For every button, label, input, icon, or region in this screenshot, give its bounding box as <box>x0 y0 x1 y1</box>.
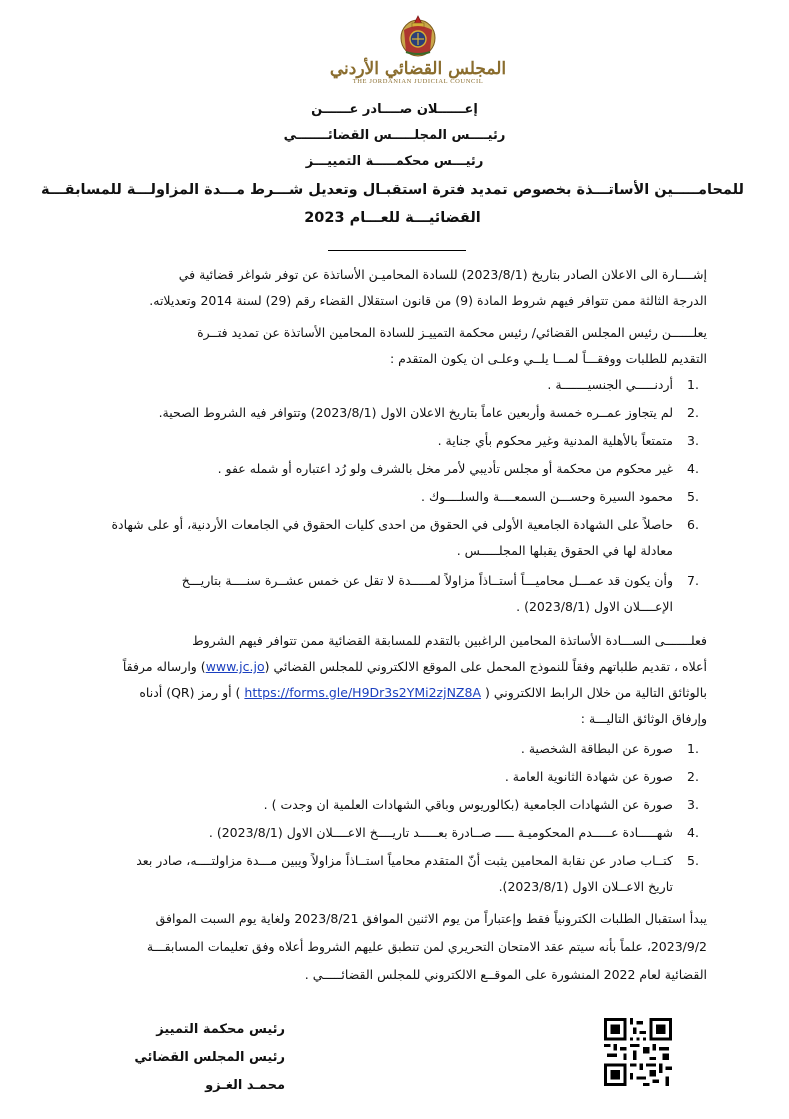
intro-line-3: يعلــــــن رئيس المجلس القضائي/ رئيس محكمة التمييـز للسادة المحامين الأساتذة عن تمديد فتــرة <box>197 325 707 340</box>
document-text: شهـــــادة عـــــدم المحكوميـة ـــــ صــادرة بعـــــد تاريــــخ الاعــــلان الاول (2023/8/1) . <box>208 825 673 840</box>
signature-title-2: رئيس المجلس القضائي <box>134 1050 285 1065</box>
condition-item <box>76 512 707 564</box>
document-text-continued: تاريخ الاعــلان الاول (2023/8/1). <box>498 879 673 894</box>
apply-line-2-tail: ) وارساله مرفقاً <box>122 659 206 674</box>
apply-line-4: وإرفاق الوثائق التاليـــة : <box>580 711 707 726</box>
document-item <box>76 820 707 846</box>
condition-number: 1. <box>687 377 699 392</box>
apply-line-3-tail: ) أو رمز (QR) أدناه <box>139 685 241 700</box>
logo-english-text: THE JORDANIAN JUDICIAL COUNCIL <box>352 78 484 85</box>
condition-number: 3. <box>687 433 699 448</box>
document-item <box>76 736 707 762</box>
condition-number: 6. <box>687 517 699 532</box>
document-number: 1. <box>687 741 699 756</box>
issuer-line-1: إعــــــلان صــــادر عــــــن <box>311 102 478 117</box>
issuer-line-2: رئيــــس المجلـــــس القضائـــــــي <box>283 128 506 143</box>
title-divider <box>328 250 466 251</box>
apply-line-3-text: بالوثائق التالية من خلال الرابط الالكتروني ( <box>485 685 707 700</box>
condition-item <box>76 428 707 454</box>
council-logo <box>304 12 532 98</box>
condition-text: حاصلاً على الشهادة الجامعية الأولى في الحقوق من احدى كليات الحقوق في الجامعات الأردنية، أو على شهادة <box>111 517 673 532</box>
announcement-title-line-2: القضائيـــة للعـــام 2023 <box>304 210 481 226</box>
condition-text: متمتعاً بالأهلية المدنية وغير محكوم بأي جناية . <box>437 433 673 448</box>
document-item <box>76 848 707 900</box>
apply-line-1: فعلـــــــى الســـادة الأساتذة المحامين الراغبين بالتقدم للمسابقة القضائية ممن تتوافر فيهم الشروط <box>192 633 707 648</box>
closing-line-3: القضائية لعام 2022 المنشورة على الموقــع الالكتروني للمجلس القضائـــــي . <box>304 967 707 982</box>
intro-line-2: الدرجة الثالثة ممن تتوافر فيهم شروط المادة (9) من قانون استقلال القضاء رقم (29) لسنة 2014 وتعديلاته. <box>149 293 707 308</box>
closing-line-1: يبدأ استقبال الطلبات الكترونياً فقط وإعتباراً من يوم الاثنين الموافق 2023/8/21 ولغاية يوم السبت الموافق <box>155 911 707 926</box>
apply-line-3 <box>76 680 707 706</box>
qr-code-icon[interactable] <box>604 1018 672 1086</box>
signatory-name: محمـد الغـزو <box>205 1078 285 1093</box>
condition-item <box>76 568 707 620</box>
document-number: 2. <box>687 769 699 784</box>
condition-number: 2. <box>687 405 699 420</box>
condition-text: محمود السيرة وحســـن السمعــــة والسلــــوك . <box>421 489 673 504</box>
condition-number: 4. <box>687 461 699 476</box>
document-text: كتــاب صادر عن نقابة المحامين يثبت أنّ المتقدم محامياً استــاذاً مزاولاً ويبين مـــدة مزاولتــــه، صادر بعد <box>136 853 673 868</box>
apply-line-2 <box>76 654 707 680</box>
document-text: صورة عن الشهادات الجامعية (بكالوريوس وباقي الشهادات العلمية ان وجدت ) . <box>263 797 673 812</box>
document-number: 5. <box>687 853 699 868</box>
coat-of-arms-icon <box>396 12 440 58</box>
document-text: صورة عن شهادة الثانوية العامة . <box>504 769 673 784</box>
issuer-line-3: رئيـــس محكمـــــة التمييـــز <box>305 154 484 169</box>
condition-text: لم يتجاوز عمــره خمسة وأربعين عاماً بتاريخ الاعلان الاول (2023/8/1) وتتوافر فيه الشروط الصحية. <box>158 405 673 420</box>
condition-text: أردنـــــي الجنسيـــــــة . <box>547 377 673 392</box>
condition-text-continued: الإعــــلان الاول (2023/8/1) . <box>516 599 673 614</box>
form-link[interactable]: https://forms.gle/H9Dr3s2YMi2zjNZ8A <box>244 685 482 700</box>
condition-number: 5. <box>687 489 699 504</box>
intro-line-4: التقديم للطلبات ووفقـــاً لمـــا يلــي وعلـى ان يكون المتقدم : <box>389 351 707 366</box>
condition-text: وأن يكون قد عمـــل محاميـــاً أستــاذاً مزاولاً لمـــــدة لا تقل عن خمس عشــرة سنــــة بتاريـــخ <box>181 573 673 588</box>
announcement-title-line-1: للمحامـــــين الأساتـــذة بخصوص تمديد فترة استقبـال وتعديل شـــرط مـــدة المزاولـــة للمسابقـــة <box>41 182 744 198</box>
condition-item <box>76 372 707 398</box>
condition-item <box>76 456 707 482</box>
document-text: صورة عن البطاقة الشخصية . <box>520 741 673 756</box>
condition-text: غير محكوم من محكمة أو مجلس تأديبي لأمر مخل بالشرف ولو رُد اعتباره أو شمله عفو . <box>217 461 673 476</box>
document-item <box>76 792 707 818</box>
document-number: 3. <box>687 797 699 812</box>
website-link[interactable]: www.jc.jo <box>205 659 265 674</box>
intro-line-1: إشــــارة الى الاعلان الصادر بتاريخ (2023/8/1) للسادة المحاميـن الأساتذة عن توفر شواغر قضائية في <box>178 267 707 282</box>
condition-item <box>76 400 707 426</box>
document-item <box>76 764 707 790</box>
condition-number: 7. <box>687 573 699 588</box>
condition-item <box>76 484 707 510</box>
closing-line-2: 2023/9/2، علماً بأنه سيتم عقد الامتحان التحريري لمن تنطبق عليهم الشروط أعلاه وفق تعليمات المسابقـــة <box>146 939 707 954</box>
apply-line-2-text: أعلاه ، تقديم طلباتهم وفقاً للنموذج المحمل على الموقع الالكتروني للمجلس القضائي ( <box>264 659 707 674</box>
logo-arabic-text: المجلس القضائي الأردني <box>329 59 507 79</box>
signature-title-1: رئيس محكمة التمييز <box>156 1022 285 1037</box>
document-number: 4. <box>687 825 699 840</box>
condition-text-continued: معادلة لها في الحقوق يقبلها المجلـــــس . <box>456 543 673 558</box>
